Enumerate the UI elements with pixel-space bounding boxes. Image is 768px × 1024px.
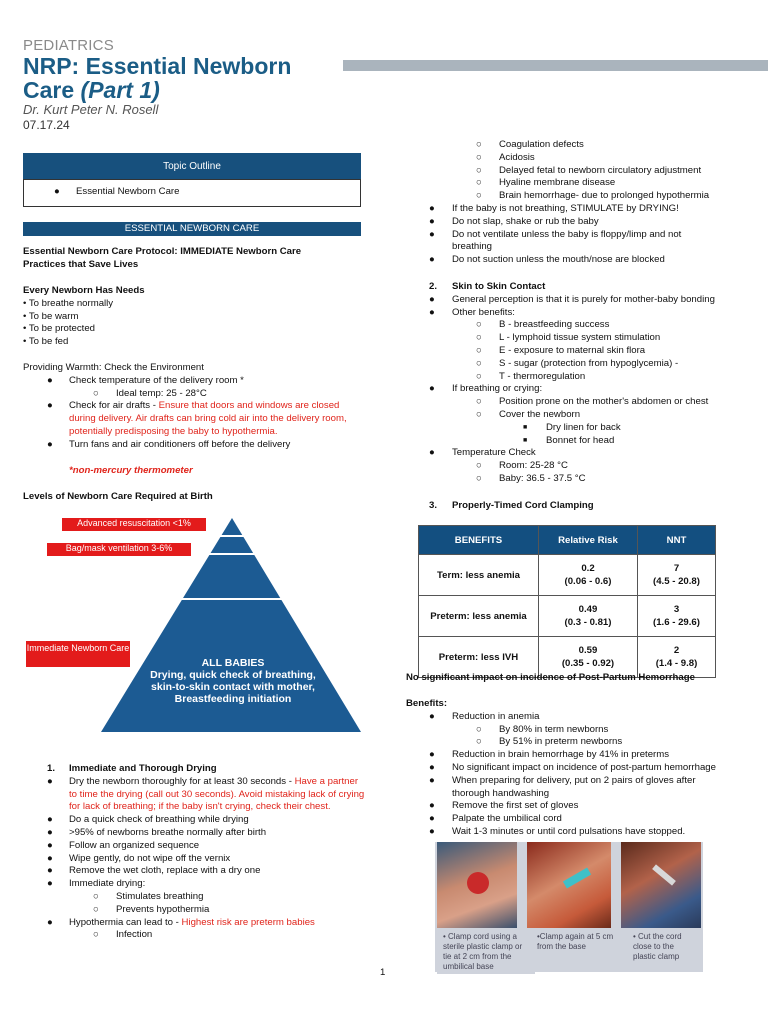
drying-number: 1. [47,763,56,774]
needs-item: • To breathe normally [23,297,114,309]
bullet-dot: ● [47,839,53,851]
nnt-value: 7 [673,563,680,574]
cord-heading: Properly-Timed Cord Clamping [452,500,594,511]
drying-item: >95% of newborns breathe normally after birth [69,826,267,838]
warmth-item-drafts: Check for air drafts - [69,400,159,412]
drying-item: Do a quick check of breathing while drying [69,814,249,826]
warmth-subitem: Ideal temp: 25 - 28°C [116,387,207,399]
blest-item: B - breastfeeding success [499,319,610,331]
bullet-circle: ○ [93,387,99,399]
blest-item: T - thermoregulation [499,370,586,382]
table-cell-nnt [638,555,716,596]
rr-ci: (0.3 - 0.81) [564,617,612,628]
blest-item: L - lymphoid tissue system stimulation [499,332,661,344]
tier-label-immediate: Immediate Newborn Care [26,641,130,667]
rr-ci: (0.06 - 0.6) [564,576,612,587]
skin-item: If breathing or crying: [452,383,543,395]
rr-value: 0.49 [578,604,598,615]
hypothermia-subitem: Brain hemorrhage- due to prolonged hypothermia [499,190,710,202]
topic-outline-heading: Topic Outline [23,153,361,180]
bullet-circle: ○ [476,344,482,356]
bullet-dot: ● [47,852,53,864]
author: Dr. Kurt Peter N. Rosell [23,102,159,117]
pyramid-base-text [140,657,326,705]
bullet-dot: ● [429,293,435,305]
table-cell-benefit: Preterm: less IVH [419,637,539,678]
photo-clamp-5cm [527,842,611,928]
pyramid-base-title: ALL BABIES [201,657,265,669]
nnt-value: 2 [673,645,680,656]
drying-item: Remove the wet cloth, replace with a dry one [69,865,261,877]
bullet-circle: ○ [476,357,482,369]
bullet-square: ■ [523,423,528,431]
hypothermia-item: Hypothermia can lead to - [69,916,182,928]
skin-item: Other benefits: [452,306,515,318]
cord-benefits [406,698,751,839]
benefit-item: When preparing for delivery, put on 2 pairs of gloves after thorough handwashing [452,774,696,799]
cord-heading-row [406,500,746,513]
drying-item: Dry the newborn thoroughly for at least 30 seconds - [69,775,295,787]
bullet-circle: ○ [476,332,482,344]
page-number: 1 [380,967,386,978]
table-row [419,555,716,596]
skin-item: General perception is that it is purely for mother-baby bonding [452,293,715,305]
needs-item: • To be fed [23,336,69,348]
cord-number: 3. [429,500,438,511]
section-bar: ESSENTIAL NEWBORN CARE [23,222,361,236]
drying-subitem: Prevents hypothermia [116,903,210,915]
skin-subsubitem: Bonnet for head [546,434,615,446]
scissors-image-mark [652,864,676,885]
hypothermia-subitem: Infection [116,929,153,941]
bullet-dot: ● [429,215,435,227]
bullet-dot: ● [429,228,435,240]
temp-subitem: Baby: 36.5 - 37.5 °C [499,472,586,484]
warmth-item: Check temperature of the delivery room * [69,374,244,386]
bullet-circle: ○ [476,396,482,408]
bullet-circle: ○ [476,164,482,176]
benefit-item: Remove the first set of gloves [452,800,579,812]
title-part: (Part 1) [80,77,160,103]
benefit-item: Reduction in anemia [452,710,540,722]
bullet-dot: ● [429,774,435,786]
hypothermia-subitem: Coagulation defects [499,139,584,150]
bullet-circle: ○ [476,460,482,472]
bullet-dot: ● [429,813,435,825]
cord-image-mark [467,872,489,894]
bullet-dot: ● [429,800,435,812]
bullet-dot: ● [429,383,435,395]
thermometer-note: *non-mercury thermometer [69,464,193,476]
nnt-ci: (1.6 - 29.6) [653,617,700,628]
drying-subitem: Stimulates breathing [116,890,204,902]
table-cell-rr [539,596,638,637]
bullet-circle: ○ [476,736,482,748]
bullet-circle: ○ [93,903,99,915]
bullet-dot: ● [429,761,435,773]
protocol-heading: Essential Newborn Care Protocol: IMMEDIATE Newborn Care Practices that Save Lives [23,246,302,270]
bullet-circle: ○ [476,177,482,189]
rr-ci: (0.35 - 0.92) [561,658,615,669]
date: 07.17.24 [23,118,70,132]
needs-section [23,285,353,349]
table-cell-benefit: Preterm: less anemia [419,596,539,637]
skin-section [406,281,751,486]
needs-item: • To be warm [23,310,79,322]
bullet-circle: ○ [476,139,482,150]
blest-item: E - exposure to maternal skin flora [499,344,646,356]
benefit-item: No significant impact on incidence of post-partum hemorrhage [452,761,716,773]
photo-clamp-2cm [437,842,517,928]
subject-label: PEDIATRICS [23,37,114,54]
photo-cut-cord [621,842,701,928]
benefit-item: Wait 1-3 minutes or until cord pulsations have stopped. [452,825,686,837]
bullet-dot: ● [429,447,435,459]
skin-number: 2. [429,281,438,292]
pyramid-base-desc: Drying, quick check of breathing, skin-to-skin contact with mother, Breastfeeding initiation [150,669,316,705]
title-line-2 [23,78,353,102]
outline-item[interactable]: Essential Newborn Care [76,186,180,197]
no-impact-note: No significant impact on incidence of Post-Partum Hemorrhage [406,672,695,683]
warmth-item: Turn fans and air conditioners off before the delivery [69,438,291,450]
photo-caption: • Cut the cord close to the plastic clamp [627,930,703,964]
table-cell-nnt [638,596,716,637]
bullet-circle: ○ [476,319,482,331]
bullet-dot: ● [429,749,435,761]
table-cell-benefit: Term: less anemia [419,555,539,596]
rr-value: 0.59 [578,645,598,656]
stimulate-item: Do not slap, shake or rub the baby [452,215,599,227]
stimulate-item: If the baby is not breathing, STIMULATE by DRYING! [452,202,679,214]
bullet-dot: ● [47,374,53,386]
warmth-section [23,362,363,477]
bullet-dot: ● [47,916,53,928]
bullet-dot: ● [47,775,53,787]
table-row [419,596,716,637]
bullet-dot: ● [47,865,53,877]
skin-heading: Skin to Skin Contact [452,281,546,292]
bullet-dot: ● [429,202,435,214]
tier-label-bagmask: Bag/mask ventilation 3-6% [47,543,191,556]
bullet-circle: ○ [476,408,482,420]
photo-caption: • Clamp cord using a sterile plastic clamp or tie at 2 cm from the umbilical base [437,930,535,974]
stimulate-item: Do not suction unless the mouth/nose are blocked [452,254,665,266]
drying-partner-note: Have a partner to time the drying (call out 30 seconds). Avoid mistaking lack of crying for lack of breathing; if the baby isn't crying, check their chest. [69,775,365,813]
hypothermia-subitem: Acidosis [499,151,535,163]
drying-item: Immediate drying: [69,878,146,890]
benefit-subitem: By 51% in preterm newborns [499,736,623,748]
title-care: Care [23,77,75,103]
bullet-dot: ● [429,254,435,266]
benefit-item: Palpate the umbilical cord [452,813,562,825]
skin-subitem: Position prone on the mother's abdomen or chest [499,396,709,408]
bullet-dot: ● [47,400,53,412]
bullet-dot: ● [47,438,53,450]
stimulate-item: Do not ventilate unless the baby is floppy/limp and not breathing [452,228,682,253]
cord-clamping-table [418,525,716,678]
needs-item: • To be protected [23,323,95,335]
blest-item: S - sugar (protection from hypoglycemia) - [499,357,679,369]
levels-heading: Levels of Newborn Care Required at Birth [23,491,213,502]
benefit-subitem: By 80% in term newborns [499,723,609,735]
tier-label-advanced: Advanced resuscitation <1% [62,518,206,531]
drying-item: Wipe gently, do not wipe off the vernix [69,852,231,864]
bullet-dot: ● [47,814,53,826]
bullet-circle: ○ [476,370,482,382]
skin-item: Temperature Check [452,447,536,459]
drying-section [23,763,368,942]
bullet-dot: ● [429,825,435,837]
photo-caption: •Clamp again at 5 cm from the base [531,930,627,954]
nnt-ci: (4.5 - 20.8) [653,576,700,587]
bullet-circle: ○ [476,151,482,163]
skin-subsubitem: Dry linen for back [546,421,621,433]
skin-subitem: Cover the newborn [499,408,581,420]
bullet-dot: ● [429,710,435,722]
benefit-item: Reduction in brain hemorrhage by 41% in preterms [452,749,670,761]
table-header: Relative Risk [539,526,638,555]
temp-subitem: Room: 25-28 °C [499,460,568,472]
nnt-ci: (1.4 - 9.8) [655,658,698,669]
right-top-section [406,139,746,267]
warmth-drafts-warning: Ensure that doors and windows are closed during delivery. Air drafts can bring cold air into the delivery room, potentially predisposing the baby to hypothermia. [69,400,347,437]
table-cell-rr [539,555,638,596]
clamp-image-mark [563,868,591,889]
bullet-circle: ○ [93,929,99,941]
bullet-circle: ○ [476,723,482,735]
drying-heading: Immediate and Thorough Drying [69,763,217,774]
warmth-heading: Providing Warmth: Check the Environment [23,362,204,373]
bullet-dot: ● [47,878,53,890]
rr-value: 0.2 [581,563,595,574]
bullet-circle: ○ [476,472,482,484]
table-header: BENEFITS [419,526,539,555]
bullet-dot: ● [429,306,435,318]
benefits-heading: Benefits: [406,698,448,709]
bullet-circle: ○ [93,890,99,902]
outline-bullet: ● [54,186,60,197]
needs-heading: Every Newborn Has Needs [23,285,145,296]
nnt-value: 3 [673,604,680,615]
cord-clamping-photos [435,842,703,972]
drying-item: Follow an organized sequence [69,839,200,851]
bullet-circle: ○ [476,190,482,202]
bullet-dot: ● [47,826,53,838]
table-header: NNT [638,526,716,555]
page-title [23,54,353,102]
title-line-1: NRP: Essential Newborn [23,53,292,79]
hypothermia-subitem: Delayed fetal to newborn circulatory adjustment [499,164,702,176]
bullet-square: ■ [523,436,528,444]
hypothermia-subitem: Hyaline membrane disease [499,177,616,189]
table-header-row [419,526,716,555]
header-bar [343,60,768,71]
hypothermia-risk: Highest risk are preterm babies [181,916,315,928]
topic-outline-box [23,179,361,207]
